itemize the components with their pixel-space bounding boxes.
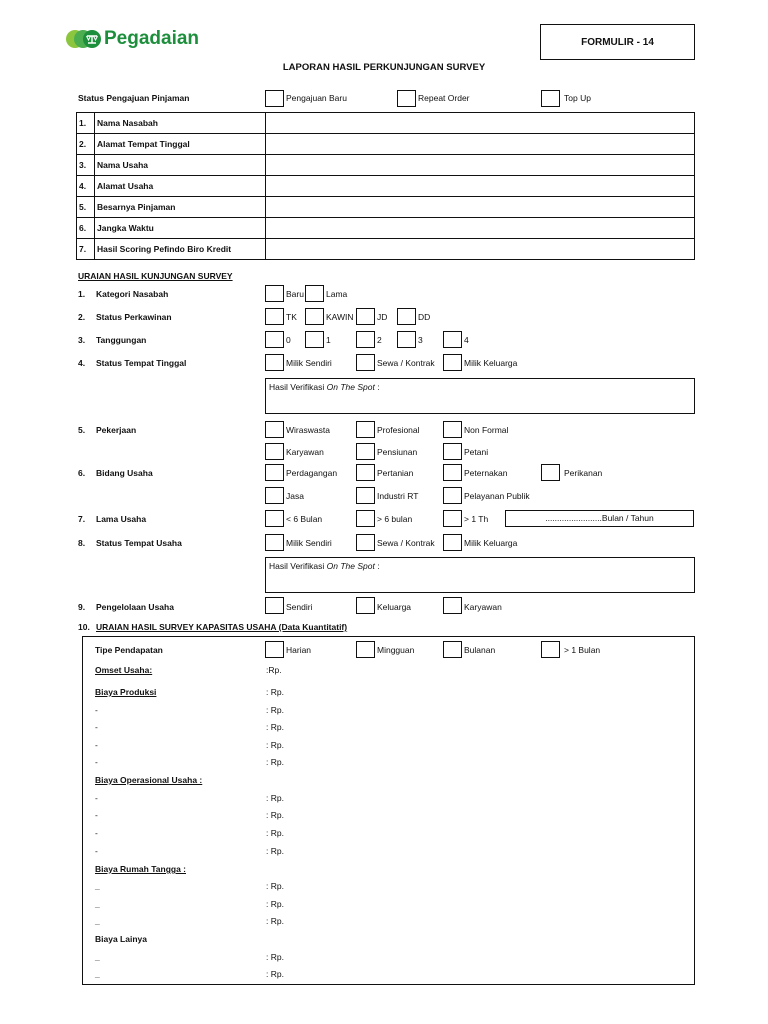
row-number: 2. <box>77 134 95 155</box>
option-label: > 1 Th <box>464 514 489 524</box>
checkbox-pertanian[interactable] <box>356 464 375 481</box>
checkbox-tk[interactable] <box>265 308 284 325</box>
row-number: 7. <box>77 239 95 260</box>
option-label: 4 <box>464 335 469 345</box>
applicant-info-table <box>76 112 695 260</box>
checkbox-lebih-6-bulan[interactable] <box>356 510 375 527</box>
option-label: Petani <box>464 447 489 457</box>
dash: - <box>95 810 98 820</box>
checkbox-usaha-sewa-kontrak[interactable] <box>356 534 375 551</box>
nama-usaha-field[interactable] <box>266 155 695 176</box>
option-label: Pelayanan Publik <box>464 491 530 501</box>
tanggungan-label: Tanggungan <box>96 335 147 345</box>
dash: - <box>95 705 98 715</box>
checkbox-milik-keluarga[interactable] <box>443 354 462 371</box>
checkbox-tanggungan-1[interactable] <box>305 331 324 348</box>
option-label: Profesional <box>377 425 420 435</box>
row-label: Jangka Waktu <box>95 218 266 239</box>
uraian-heading: URAIAN HASIL KUNJUNGAN SURVEY <box>78 271 233 281</box>
row-number: 4. <box>77 176 95 197</box>
biaya-rumah-tangga-label: Biaya Rumah Tangga : <box>95 864 186 874</box>
option-label: Industri RT <box>377 491 419 501</box>
option-label: Karyawan <box>286 447 324 457</box>
biaya-operasional-label: Biaya Operasional Usaha : <box>95 775 203 785</box>
rp-field[interactable]: : Rp. <box>266 916 284 926</box>
checkbox-keluarga[interactable] <box>356 597 375 614</box>
dash: - <box>95 757 98 767</box>
kapasitas-usaha-box <box>82 636 695 985</box>
checkbox-tanggungan-4[interactable] <box>443 331 462 348</box>
option-label: Harian <box>286 645 312 655</box>
checkbox-lebih-1-bulan[interactable] <box>541 641 560 658</box>
rp-field[interactable]: : Rp. <box>266 793 284 803</box>
checkbox-usaha-milik-sendiri[interactable] <box>265 534 284 551</box>
checkbox-top-up[interactable] <box>541 90 560 107</box>
option-label: > 1 Bulan <box>564 645 601 655</box>
dash: - <box>95 722 98 732</box>
row-label: Nama Nasabah <box>95 113 266 134</box>
option-label: Top Up <box>564 93 591 103</box>
rp-field[interactable]: : Rp. <box>266 969 284 979</box>
item-number: 9. <box>78 602 86 612</box>
checkbox-baru[interactable] <box>265 285 284 302</box>
rp-field[interactable]: : Rp. <box>266 810 284 820</box>
option-label: Mingguan <box>377 645 415 655</box>
scoring-pefindo-field[interactable] <box>266 239 695 260</box>
row-label: Alamat Tempat Tinggal <box>95 134 266 155</box>
checkbox-pengajuan-baru[interactable] <box>265 90 284 107</box>
row-label: Alamat Usaha <box>95 176 266 197</box>
option-label: 2 <box>377 335 382 345</box>
checkbox-kawin[interactable] <box>305 308 324 325</box>
option-label: Milik Sendiri <box>286 358 332 368</box>
checkbox-pelayanan-publik[interactable] <box>443 487 462 504</box>
option-label: Sewa / Kontrak <box>377 358 435 368</box>
rp-field[interactable]: : Rp. <box>266 740 284 750</box>
option-label: Milik Keluarga <box>464 538 518 548</box>
checkbox-bulanan[interactable] <box>443 641 462 658</box>
option-label: Sendiri <box>286 602 313 612</box>
option-label: Wiraswasta <box>286 425 330 435</box>
checkbox-tanggungan-2[interactable] <box>356 331 375 348</box>
tempat-usaha-label: Status Tempat Usaha <box>96 538 182 548</box>
option-label: > 6 bulan <box>377 514 413 524</box>
checkbox-lama[interactable] <box>305 285 324 302</box>
option-label: Pensiunan <box>377 447 418 457</box>
jangka-waktu-field[interactable] <box>266 218 695 239</box>
checkbox-pensiunan[interactable] <box>356 443 375 460</box>
pengelolaan-label: Pengelolaan Usaha <box>96 602 174 612</box>
checkbox-sendiri[interactable] <box>265 597 284 614</box>
checkbox-karyawan[interactable] <box>265 443 284 460</box>
option-label: 0 <box>286 335 291 345</box>
item-number: 1. <box>78 289 86 299</box>
checkbox-perdagangan[interactable] <box>265 464 284 481</box>
verifikasi-em: On The Spot <box>326 382 375 392</box>
biaya-lainya-label: Biaya Lainya <box>95 934 147 944</box>
checkbox-jd[interactable] <box>356 308 375 325</box>
besar-pinjaman-field[interactable] <box>266 197 695 218</box>
item-number: 5. <box>78 425 86 435</box>
option-label: KAWIN <box>326 312 354 322</box>
rp-field[interactable]: : Rp. <box>266 687 284 697</box>
table-row <box>77 176 695 197</box>
option-label: Perdagangan <box>286 468 338 478</box>
checkbox-tanggungan-3[interactable] <box>397 331 416 348</box>
checkbox-jasa[interactable] <box>265 487 284 504</box>
checkbox-tanggungan-0[interactable] <box>265 331 284 348</box>
rp-field[interactable]: : Rp. <box>266 757 284 767</box>
rp-field[interactable]: : Rp. <box>266 828 284 838</box>
option-label: Repeat Order <box>418 93 470 103</box>
option-label: Milik Sendiri <box>286 538 332 548</box>
section10-heading: URAIAN HASIL SURVEY KAPASITAS USAHA (Data Kuantitatif) <box>96 622 348 632</box>
row-number: 1. <box>77 113 95 134</box>
table-row <box>77 197 695 218</box>
page-title: LAPORAN HASIL PERKUNJUNGAN SURVEY <box>282 62 486 73</box>
perkawinan-label: Status Perkawinan <box>96 312 172 322</box>
row-number: 6. <box>77 218 95 239</box>
option-label: Keluarga <box>377 602 412 612</box>
nama-nasabah-field[interactable] <box>266 113 695 134</box>
rp-field[interactable]: : Rp. <box>266 899 284 909</box>
table-row <box>77 155 695 176</box>
item-number: 3. <box>78 335 86 345</box>
item-number: 2. <box>78 312 86 322</box>
option-label: TK <box>286 312 297 322</box>
item-number: 7. <box>78 514 86 524</box>
verifikasi-prefix: Hasil Verifikasi <box>269 561 325 571</box>
verifikasi-prefix: Hasil Verifikasi <box>269 382 325 392</box>
underscore: _ <box>95 952 100 962</box>
logo-text: Pegadaian <box>104 28 200 49</box>
option-label: 1 <box>326 335 331 345</box>
checkbox-lebih-1-tahun[interactable] <box>443 510 462 527</box>
option-label: Bulanan <box>464 645 496 655</box>
underscore: _ <box>95 881 100 891</box>
dash: - <box>95 828 98 838</box>
checkbox-peternakan[interactable] <box>443 464 462 481</box>
row-label: Hasil Scoring Pefindo Biro Kredit <box>95 239 266 260</box>
lama-usaha-label: Lama Usaha <box>96 514 147 524</box>
checkbox-kurang-6-bulan[interactable] <box>265 510 284 527</box>
option-label: Jasa <box>286 491 304 501</box>
checkbox-milik-sendiri[interactable] <box>265 354 284 371</box>
checkbox-repeat-order[interactable] <box>397 90 416 107</box>
checkbox-petani[interactable] <box>443 443 462 460</box>
option-label: Baru <box>286 289 304 299</box>
alamat-usaha-field[interactable] <box>266 176 695 197</box>
table-row <box>77 239 695 260</box>
option-label: Non Formal <box>464 425 509 435</box>
item-number: 10. <box>78 622 90 632</box>
underscore: _ <box>95 969 100 979</box>
underscore: _ <box>95 916 100 926</box>
dash: - <box>95 740 98 750</box>
checkbox-pengelolaan-karyawan[interactable] <box>443 597 462 614</box>
option-label: 3 <box>418 335 423 345</box>
verifikasi-usaha-field[interactable] <box>265 557 695 593</box>
alamat-tinggal-field[interactable] <box>266 134 695 155</box>
verifikasi-suffix: : <box>377 561 380 571</box>
rp-field[interactable]: : Rp. <box>266 705 284 715</box>
option-label: Pertanian <box>377 468 414 478</box>
row-label: Besarnya Pinjaman <box>95 197 266 218</box>
omset-label: Omset Usaha: <box>95 665 153 675</box>
pekerjaan-label: Pekerjaan <box>96 425 137 435</box>
row-number: 3. <box>77 155 95 176</box>
lama-usaha-field[interactable]: ........................Bulan / Tahun <box>505 510 694 527</box>
option-label: Peternakan <box>464 468 508 478</box>
checkbox-non-formal[interactable] <box>443 421 462 438</box>
verifikasi-tinggal-field[interactable] <box>265 378 695 414</box>
underscore: _ <box>95 899 100 909</box>
option-label: DD <box>418 312 431 322</box>
checkbox-usaha-milik-keluarga[interactable] <box>443 534 462 551</box>
bidang-usaha-label: Bidang Usaha <box>96 468 153 478</box>
item-number: 4. <box>78 358 86 368</box>
rp-field[interactable]: : Rp. <box>266 881 284 891</box>
checkbox-profesional[interactable] <box>356 421 375 438</box>
option-label: Perikanan <box>564 468 603 478</box>
rp-field[interactable]: : Rp. <box>266 846 284 856</box>
table-row <box>77 134 695 155</box>
checkbox-industri-rt[interactable] <box>356 487 375 504</box>
item-number: 8. <box>78 538 86 548</box>
form-code-box: FORMULIR - 14 <box>540 24 695 60</box>
option-label: < 6 Bulan <box>286 514 323 524</box>
row-label: Nama Usaha <box>95 155 266 176</box>
checkbox-wiraswasta[interactable] <box>265 421 284 438</box>
checkbox-harian[interactable] <box>265 641 284 658</box>
table-row <box>77 113 695 134</box>
dash: - <box>95 793 98 803</box>
rp-field[interactable]: : Rp. <box>266 722 284 732</box>
checkbox-mingguan[interactable] <box>356 641 375 658</box>
verifikasi-em: On The Spot <box>326 561 375 571</box>
option-label: Sewa / Kontrak <box>377 538 435 548</box>
tipe-pendapatan-label: Tipe Pendapatan <box>95 645 163 655</box>
kategori-label: Kategori Nasabah <box>96 289 169 299</box>
option-label: Milik Keluarga <box>464 358 518 368</box>
option-label: Karyawan <box>464 602 502 612</box>
option-label: JD <box>377 312 388 322</box>
pegadaian-logo-icon <box>66 28 102 50</box>
biaya-produksi-label: Biaya Produksi <box>95 687 157 697</box>
row-number: 5. <box>77 197 95 218</box>
checkbox-sewa-kontrak[interactable] <box>356 354 375 371</box>
option-label: Pengajuan Baru <box>286 93 347 103</box>
checkbox-dd[interactable] <box>397 308 416 325</box>
tempat-tinggal-label: Status Tempat Tinggal <box>96 358 187 368</box>
verifikasi-suffix: : <box>377 382 380 392</box>
rp-field[interactable]: : Rp. <box>266 952 284 962</box>
status-pengajuan-label: Status Pengajuan Pinjaman <box>78 93 190 103</box>
option-label: Lama <box>326 289 348 299</box>
table-row <box>77 218 695 239</box>
item-number: 6. <box>78 468 86 478</box>
omset-rp: :Rp. <box>266 665 282 675</box>
dash: - <box>95 846 98 856</box>
checkbox-perikanan[interactable] <box>541 464 560 481</box>
